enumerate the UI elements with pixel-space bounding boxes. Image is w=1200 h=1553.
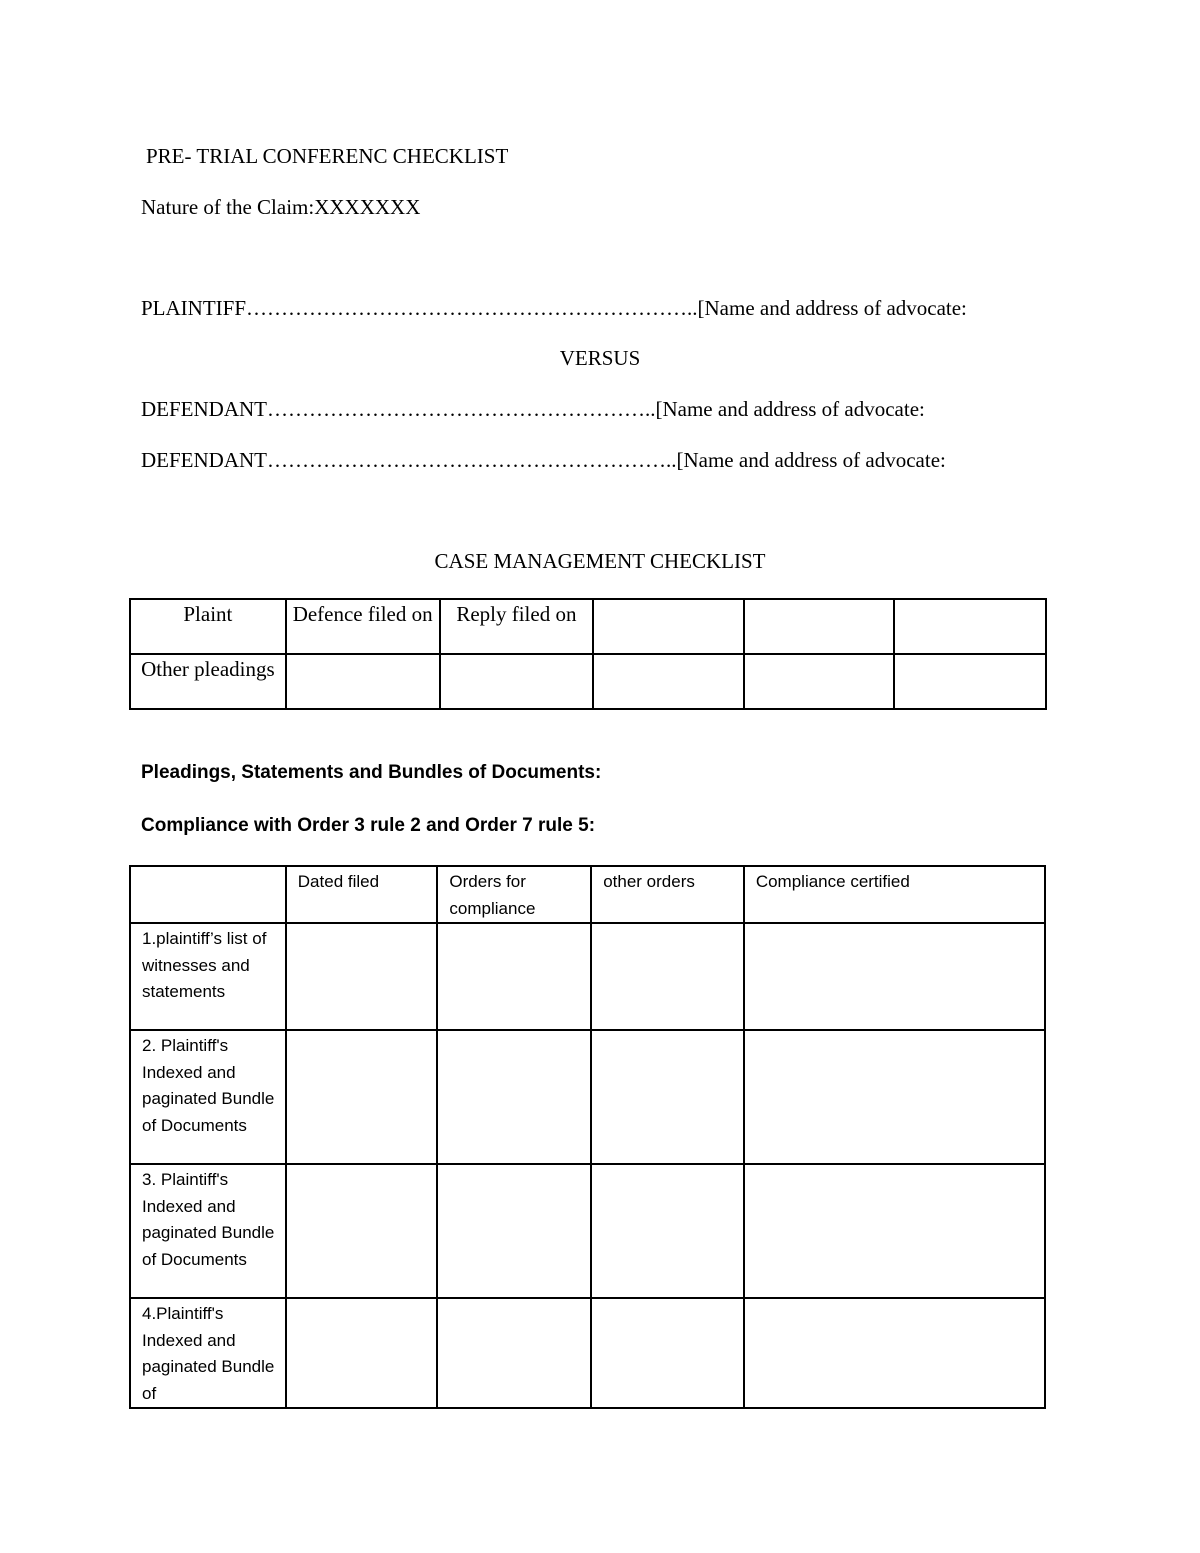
row-label: 4.Plaintiff's Indexed and paginated Bundle of <box>130 1298 286 1408</box>
plaintiff-line: PLAINTIFF………………………………………………………..[Name and address of advocate: <box>141 296 967 320</box>
case-management-row <box>130 599 1046 654</box>
table-cell <box>744 654 895 709</box>
table-cell <box>894 599 1046 654</box>
table-row <box>130 1298 1045 1408</box>
table-cell <box>894 654 1046 709</box>
table-cell <box>591 1030 744 1164</box>
document-title: PRE- TRIAL CONFERENC CHECKLIST <box>146 144 509 168</box>
pleadings-heading: Pleadings, Statements and Bundles of Documents: <box>141 762 602 783</box>
table-cell <box>437 1298 591 1408</box>
row-label: 1.plaintiff’s list of witnesses and statements <box>130 923 286 1030</box>
table-cell <box>744 1164 1045 1298</box>
versus-label: VERSUS <box>559 346 641 370</box>
table-cell: Plaint <box>130 599 286 654</box>
table-cell <box>591 923 744 1030</box>
row-label: 3. Plaintiff's Indexed and paginated Bundle of Documents <box>130 1164 286 1298</box>
table-cell <box>744 1030 1045 1164</box>
case-management-row <box>130 654 1046 709</box>
compliance-header-row <box>130 866 1045 923</box>
table-cell: Other pleadings <box>130 654 286 709</box>
table-row <box>130 923 1045 1030</box>
nature-of-claim: Nature of the Claim:XXXXXXX <box>141 195 421 219</box>
case-management-title: CASE MANAGEMENT CHECKLIST <box>434 549 766 573</box>
compliance-heading: Compliance with Order 3 rule 2 and Order 7 rule 5: <box>141 815 596 836</box>
table-cell <box>440 654 594 709</box>
compliance-table <box>129 865 1046 1409</box>
header-cell: Dated filed <box>286 866 438 923</box>
header-cell: Compliance certified <box>744 866 1045 923</box>
table-cell <box>437 923 591 1030</box>
table-cell <box>591 1164 744 1298</box>
table-cell <box>286 654 440 709</box>
defendant-line-2: DEFENDANT…………………………………………………..[Name and address of advocate: <box>141 448 946 472</box>
table-cell <box>744 923 1045 1030</box>
header-cell: Orders for compliance <box>437 866 591 923</box>
table-cell <box>744 1298 1045 1408</box>
table-cell <box>744 599 895 654</box>
table-cell <box>437 1164 591 1298</box>
header-cell: other orders <box>591 866 744 923</box>
table-cell <box>286 1164 438 1298</box>
table-cell <box>437 1030 591 1164</box>
table-cell <box>286 1298 438 1408</box>
row-label: 2. Plaintiff's Indexed and paginated Bundle of Documents <box>130 1030 286 1164</box>
table-cell: Reply filed on <box>440 599 594 654</box>
table-row <box>130 1030 1045 1164</box>
table-cell <box>286 1030 438 1164</box>
table-cell: Defence filed on <box>286 599 440 654</box>
case-management-table <box>129 598 1047 710</box>
header-cell <box>130 866 286 923</box>
defendant-line-1: DEFENDANT………………………………………………..[Name and address of advocate: <box>141 397 925 421</box>
table-row <box>130 1164 1045 1298</box>
table-cell <box>591 1298 744 1408</box>
table-cell <box>286 923 438 1030</box>
table-cell <box>593 599 744 654</box>
table-cell <box>593 654 744 709</box>
